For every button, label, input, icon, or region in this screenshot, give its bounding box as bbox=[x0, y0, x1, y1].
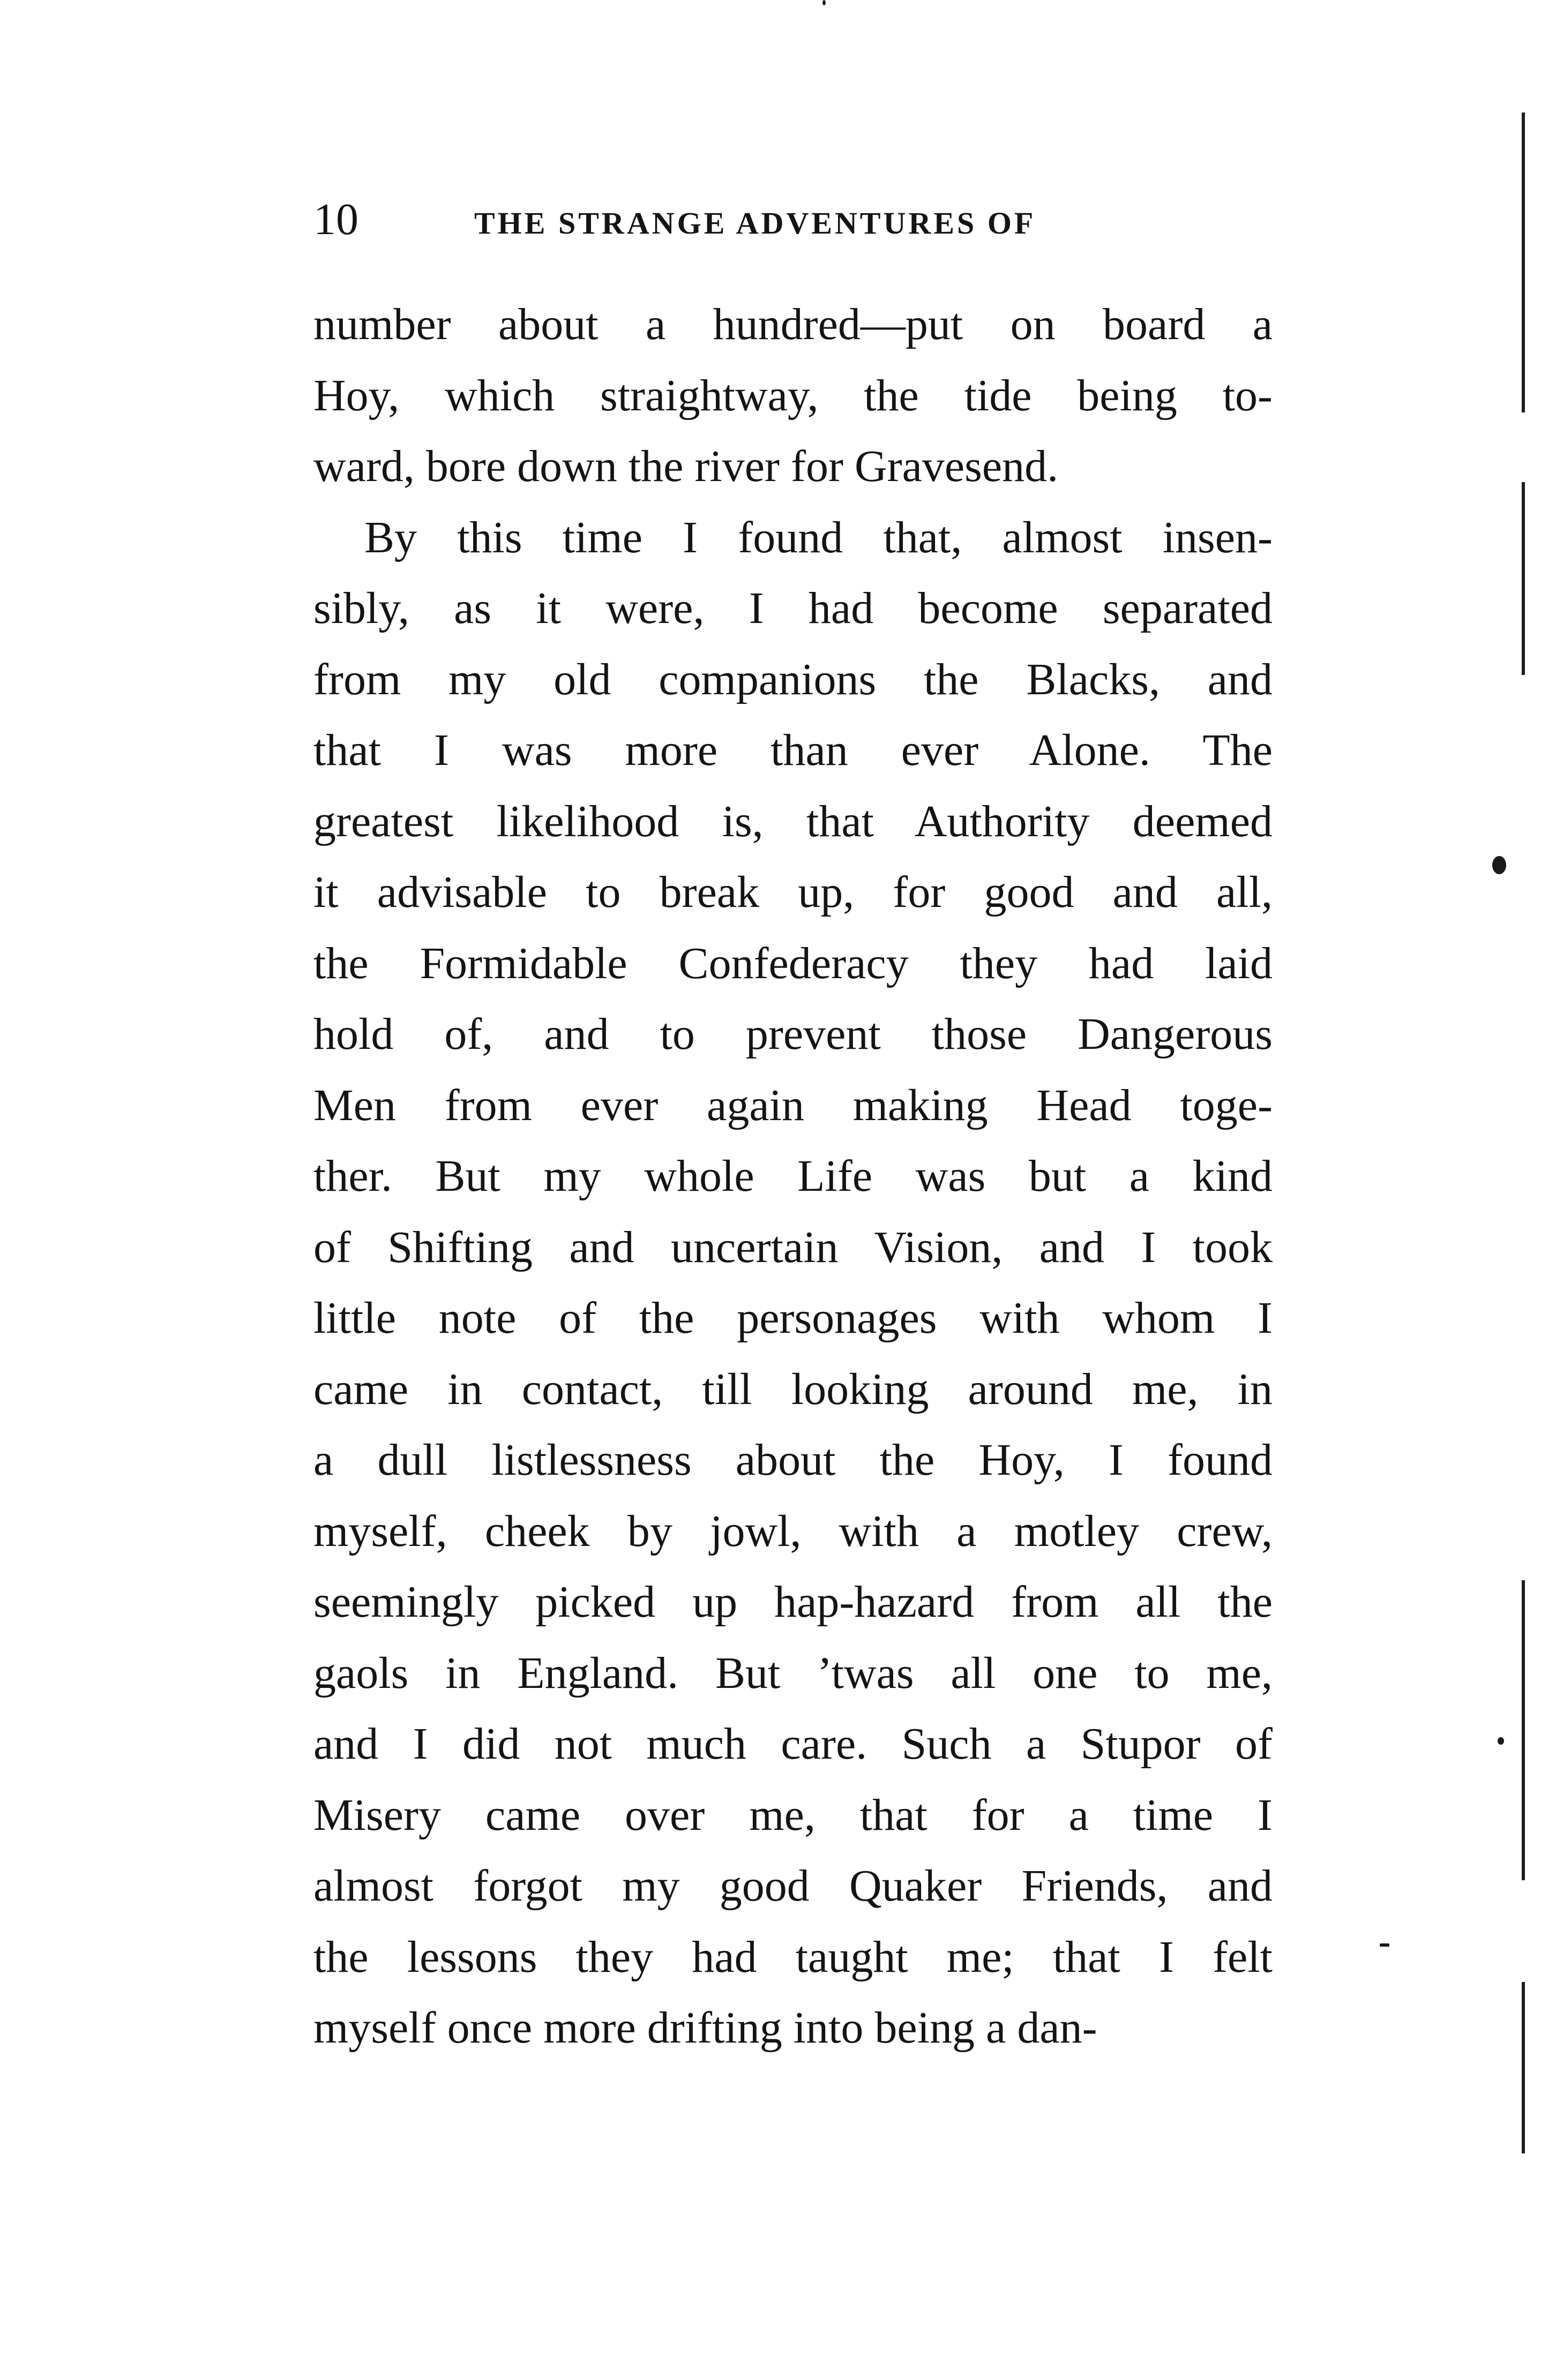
text-line: myself, cheek by jowl, with a motley crew, bbox=[313, 1506, 1273, 1556]
page-edge-mark bbox=[1522, 1580, 1525, 1880]
ink-speck bbox=[1380, 1943, 1389, 1947]
ink-speck bbox=[1498, 1737, 1504, 1745]
text-line: Hoy, which straightway, the tide being to- bbox=[313, 370, 1273, 421]
text-line: the Formidable Confederacy they had laid bbox=[313, 938, 1273, 988]
text-line: Men from ever again making Head toge- bbox=[313, 1080, 1273, 1130]
page-number: 10 bbox=[313, 194, 358, 244]
text-line: of Shifting and uncertain Vision, and I took bbox=[313, 1222, 1273, 1272]
text-line: from my old companions the Blacks, and bbox=[313, 654, 1273, 704]
ink-speck bbox=[1492, 856, 1506, 874]
text-line: ward, bore down the river for Gravesend. bbox=[313, 441, 1059, 491]
page-edge-mark bbox=[1522, 1982, 1525, 2153]
body-text bbox=[313, 289, 1273, 2064]
text-line: gaols in England. But ’twas all one to me, bbox=[313, 1648, 1273, 1698]
text-line: little note of the personages with whom I bbox=[313, 1293, 1273, 1343]
running-title: THE STRANGE ADVENTURES OF bbox=[474, 206, 1036, 241]
text-line: myself once more drifting into being a dan- bbox=[313, 2003, 1097, 2053]
text-line: a dull listlessness about the Hoy, I found bbox=[313, 1435, 1273, 1485]
text-line: and I did not much care. Such a Stupor of bbox=[313, 1719, 1273, 1769]
text-line: the lessons they had taught me; that I felt bbox=[313, 1932, 1273, 1982]
running-head bbox=[313, 190, 1278, 249]
text-line: almost forgot my good Quaker Friends, and bbox=[313, 1861, 1273, 1911]
text-line: Misery came over me, that for a time I bbox=[313, 1790, 1273, 1840]
text-line: it advisable to break up, for good and all, bbox=[313, 867, 1273, 917]
text-line: ther. But my whole Life was but a kind bbox=[313, 1151, 1273, 1201]
text-line: hold of, and to prevent those Dangerous bbox=[313, 1009, 1273, 1059]
page-edge-mark bbox=[1522, 112, 1525, 412]
text-line: came in contact, till looking around me, in bbox=[313, 1364, 1273, 1414]
text-line: greatest likelihood is, that Authority deemed bbox=[313, 796, 1273, 846]
page-edge-mark bbox=[1522, 482, 1525, 675]
text-line: number about a hundred—put on board a bbox=[313, 299, 1273, 349]
text-line: sibly, as it were, I had become separated bbox=[313, 583, 1273, 633]
text-line: that I was more than ever Alone. The bbox=[313, 725, 1273, 775]
ink-speck bbox=[822, 0, 826, 5]
text-line: By this time I found that, almost insen- bbox=[364, 512, 1273, 562]
text-line: seemingly picked up hap-hazard from all the bbox=[313, 1577, 1273, 1627]
